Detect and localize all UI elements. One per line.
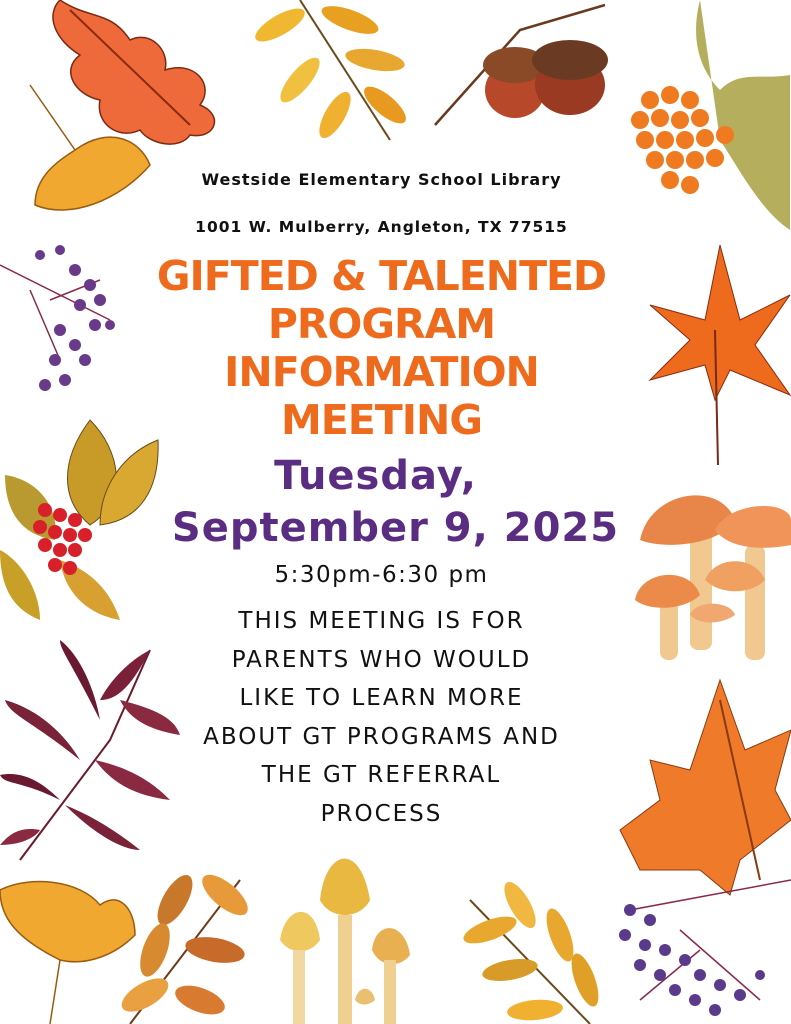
event-day: Tuesday, <box>274 453 477 499</box>
event-description <box>0 602 777 833</box>
description-line: PROCESS <box>320 800 443 827</box>
school-name: Westside Elementary School Library <box>201 170 562 189</box>
acorn-icon <box>435 5 608 125</box>
description-line: PARENTS WHO WOULD <box>231 646 532 673</box>
mushroom-cluster-icon <box>280 859 410 1024</box>
headline-line: GIFTED & TALENTED <box>156 252 607 300</box>
description-line: LIKE TO LEARN MORE <box>239 685 524 711</box>
headline-line: INFORMATION <box>224 348 539 396</box>
berry-cluster-icon <box>631 0 790 230</box>
school-address: 1001 W. Mulberry, Angleton, TX 77515 <box>195 218 568 236</box>
event-date: September 9, 2025 <box>171 505 620 551</box>
headline-line: PROGRAM <box>267 300 496 348</box>
fern-branch-icon <box>116 868 254 1024</box>
headline-line: MEETING <box>280 396 482 444</box>
description-line: THIS MEETING IS FOR <box>238 608 525 634</box>
fern-branch-icon <box>251 0 412 143</box>
event-headline <box>0 252 777 444</box>
description-line: ABOUT GT PROGRAMS AND <box>203 723 560 750</box>
event-time: 5:30pm-6:30 pm <box>274 562 489 588</box>
elderberry-sprig-icon <box>619 880 791 1016</box>
oak-leaf-icon <box>53 0 215 144</box>
fern-branch-icon <box>460 877 604 1024</box>
description-line: THE GT REFERRAL <box>261 762 502 788</box>
ginkgo-leaf-icon <box>0 882 135 1024</box>
